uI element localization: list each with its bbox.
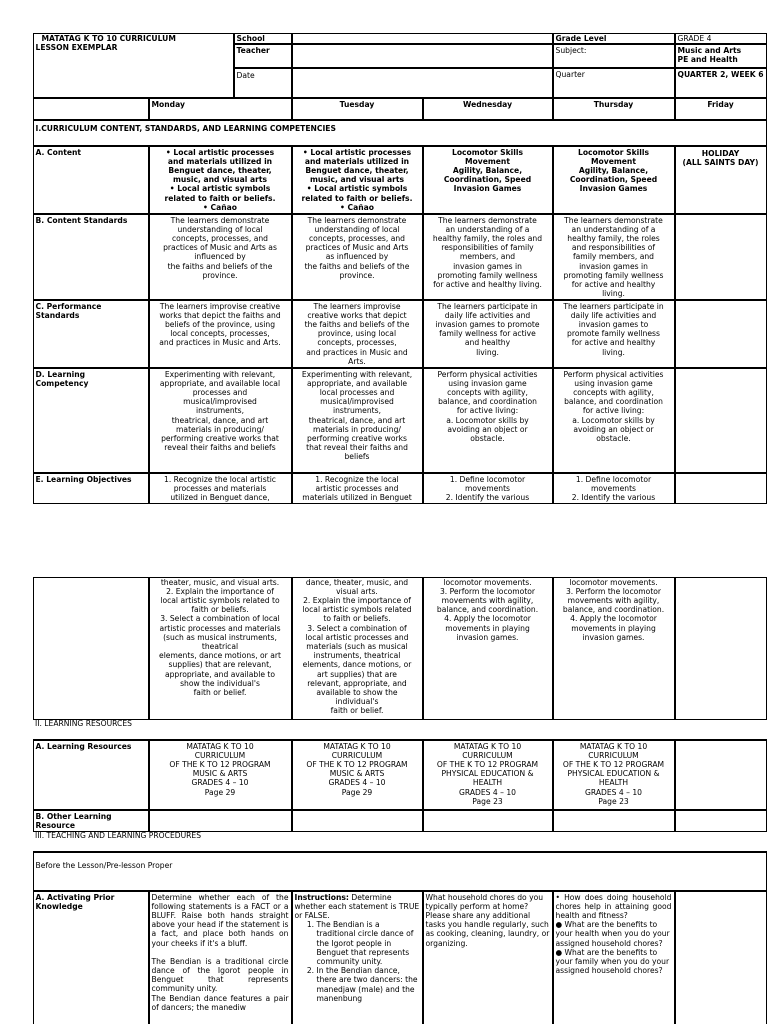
activating-friday — [675, 891, 767, 1024]
other-resources-thursday — [553, 810, 675, 832]
content-label: A. Content — [33, 146, 149, 214]
instructions-lead: Instructions: — [294, 892, 349, 902]
other-resources-label: B. Other Learning Resource — [33, 810, 149, 832]
day-thursday: Thursday — [553, 98, 675, 120]
learning-objectives-wednesday-p2: locomotor movements. 3. Perform the locomotor movements with agility, balance, and coordination. 4. Apply the locomotor movements in playing invasion games. — [423, 577, 553, 720]
other-resources-monday — [149, 810, 292, 832]
quarter-label: Quarter — [553, 68, 675, 98]
school-value[interactable] — [292, 33, 553, 44]
content-standards-friday — [675, 214, 767, 300]
date-value[interactable] — [292, 68, 553, 98]
learning-resources-thursday: MATATAG K TO 10 CURRICULUM OF THE K TO 12 PROGRAM PHYSICAL EDUCATION & HEALTH GRADES 4 – 10 Page 23 — [553, 740, 675, 810]
day-monday: Monday — [149, 98, 292, 120]
learning-objectives-monday-p2: theater, music, and visual arts. 2. Explain the importance of local artistic symbols related to faith or beliefs. 3. Select a combination of local artistic processes and materials (such as musical instruments, theatrical elements, dance motions, or art supplies) that are relevant, appropriate, and available to show the individual's faith or belief. — [149, 577, 292, 720]
content-standards-thursday: The learners demonstrate an understanding of a healthy family, the roles and responsibilities of family members, and invasion games in promoting family wellness for active and healthy living. — [553, 214, 675, 300]
learning-objectives-wednesday-p1: 1. Define locomotor movements 2. Identify the various — [423, 473, 553, 504]
subject-label: Subject: — [553, 44, 675, 68]
true-false-item-1: 1. The Bendian is a traditional circle dance of the Igorot people in Benguet that represents community unity. — [317, 920, 420, 966]
subject-value — [675, 44, 767, 68]
other-resources-wednesday — [423, 810, 553, 832]
grade-level-value: GRADE 4 — [675, 33, 767, 44]
section-3-title: III. TEACHING AND LEARNING PROCEDURES — [35, 831, 202, 840]
learning-resources-friday — [675, 740, 767, 810]
true-false-item-2: 2. In the Bendian dance, there are two dancers: the manedjaw (male) and the manenbung — [317, 966, 420, 1003]
performance-standards-wednesday: The learners participate in daily life activities and invasion games to promote family wellness for active and healthy living. — [423, 300, 553, 368]
learning-objectives-friday-p2 — [675, 577, 767, 720]
performance-standards-tuesday: The learners improvise creative works that depict the faiths and beliefs of the province, using local concepts, processes, and practices in Music and Arts. — [292, 300, 423, 368]
subject-value-line-1: Music and Arts — [677, 45, 742, 55]
activating-thursday: • How does doing household chores help in attaining good health and fitness? ● What are the benefits to your health when you do your assigned household chores? ● What are the benefits to your family when you do your assigned household chores? — [553, 891, 675, 1024]
page-2 — [0, 575, 768, 1024]
content-tuesday: • Local artistic processes and materials utilized in Benguet dance, theater, music, and visual arts • Local artistic symbols related to faith or beliefs. • Cañao — [292, 146, 423, 214]
performance-standards-label: C. Performance Standards — [33, 300, 149, 368]
learning-competency-friday — [675, 368, 767, 473]
title-line-1: MATATAG K TO 10 CURRICULUM — [41, 33, 176, 43]
school-label: School — [234, 33, 292, 44]
learning-objectives-tuesday-p2: dance, theater, music, and visual arts. 2. Explain the importance of local artistic symbols related to faith or beliefs. 3. Select a combination of local artistic processes and materials (such as musical instruments, theatrical elements, dance motions, or art supplies) that are relevant, appropriate, and available to show the individual's faith or belief. — [292, 577, 423, 720]
learning-resources-wednesday: MATATAG K TO 10 CURRICULUM OF THE K TO 12 PROGRAM PHYSICAL EDUCATION & HEALTH GRADES 4 – 10 Page 23 — [423, 740, 553, 810]
section-1-title: I.CURRICULUM CONTENT, STANDARDS, AND LEARNING COMPETENCIES — [33, 120, 767, 146]
learning-competency-label: D. Learning Competency — [33, 368, 149, 473]
learning-resources-monday: MATATAG K TO 10 CURRICULUM OF THE K TO 12 PROGRAM MUSIC & ARTS GRADES 4 – 10 Page 29 — [149, 740, 292, 810]
day-tuesday: Tuesday — [292, 98, 423, 120]
performance-standards-monday: The learners improvise creative works that depict the faiths and beliefs of the province, using local concepts, processes, and practices in Music and Arts. — [149, 300, 292, 368]
other-resources-tuesday — [292, 810, 423, 832]
title-line-2: LESSON EXEMPLAR — [35, 42, 118, 52]
header-title-cell — [33, 33, 234, 98]
learning-objectives-friday-p1 — [675, 473, 767, 504]
learning-competency-thursday: Perform physical activities using invasion game concepts with agility, balance, and coordination for active living: a. Locomotor skills by avoiding an object or obstacle. — [553, 368, 675, 473]
quarter-value: QUARTER 2, WEEK 6 — [675, 68, 767, 98]
performance-standards-friday — [675, 300, 767, 368]
learning-objectives-thursday-p2: locomotor movements. 3. Perform the locomotor movements with agility, balance, and coordination. 4. Apply the locomotor movements in playing invasion games. — [553, 577, 675, 720]
activating-wednesday: What household chores do you typically perform at home? Please share any additional tasks you handle regularly, such as cooking, cleaning, laundry, or organizing. — [423, 891, 553, 1024]
content-wednesday: Locomotor Skills Movement Agility, Balance, Coordination, Speed Invasion Games — [423, 146, 553, 214]
learning-objectives-thursday-p1: 1. Define locomotor movements 2. Identify the various — [553, 473, 675, 504]
performance-standards-thursday: The learners participate in daily life activities and invasion games to promote family wellness for active and healthy living. — [553, 300, 675, 368]
true-false-list — [295, 920, 420, 1003]
day-friday: Friday — [675, 98, 767, 120]
activating-tuesday: Instructions: Determine whether each statement is TRUE or FALSE. 1. The Bendian is a traditional circle dance of the Igorot people in Benguet that represents community unity. 2. In the Bendian dance, there are two dancers: the manedjaw (male) and the manenbung — [292, 891, 423, 1024]
activating-label: A. Activating Prior Knowledge — [33, 891, 149, 1024]
grade-level-label: Grade Level — [553, 33, 675, 44]
content-standards-monday: The learners demonstrate understanding of local concepts, processes, and practices of Music and Arts as influenced by the faiths and beliefs of the province. — [149, 214, 292, 300]
content-thursday: Locomotor Skills Movement Agility, Balance, Coordination, Speed Invasion Games — [553, 146, 675, 214]
date-label: Date — [234, 68, 292, 98]
teacher-value[interactable] — [292, 44, 553, 68]
learning-competency-wednesday: Perform physical activities using invasion game concepts with agility, balance, and coordination for active living: a. Locomotor skills by avoiding an object or obstacle. — [423, 368, 553, 473]
content-monday: • Local artistic processes and materials utilized in Benguet dance, theater, music, and visual arts • Local artistic symbols related to faith or beliefs. • Cañao — [149, 146, 292, 214]
day-header-empty — [33, 98, 149, 120]
day-wednesday: Wednesday — [423, 98, 553, 120]
learning-objectives-monday-p1: 1. Recognize the local artistic processes and materials utilized in Benguet dance, — [149, 473, 292, 504]
page-gap — [0, 540, 768, 575]
content-standards-tuesday: The learners demonstrate understanding of local concepts, processes, and practices of Music and Arts as influenced by the faiths and beliefs of the province. — [292, 214, 423, 300]
activating-monday: Determine whether each of the following statements is a FACT or a BLUFF. Raise both hands straight above your head if the statement is a fact, and place both hands on your cheeks if it's a bluff. The Bendian is a traditional circle dance of the Igorot people in Benguet that represents community unity. The Bendian dance features a pair of dancers; the manediw — [149, 891, 292, 1024]
other-resources-friday — [675, 810, 767, 832]
subject-value-line-2: PE and Health — [677, 54, 738, 64]
learning-competency-tuesday: Experimenting with relevant, appropriate, and available local processes and musical/improvised instruments, theatrical, dance, and art materials in producing/ performing creative works that reveal their faiths and beliefs — [292, 368, 423, 473]
content-standards-wednesday: The learners demonstrate an understanding of a healthy family, the roles and responsibilities of family members, and invasion games in promoting family wellness for active and healthy living. — [423, 214, 553, 300]
content-friday: HOLIDAY (ALL SAINTS DAY) — [675, 146, 767, 214]
content-standards-label: B. Content Standards — [33, 214, 149, 300]
learning-competency-monday: Experimenting with relevant, appropriate, and available local processes and musical/improvised instruments, theatrical, dance, and art materials in producing/ performing creative works that reveal their faiths and beliefs — [149, 368, 292, 473]
learning-resources-tuesday: MATATAG K TO 10 CURRICULUM OF THE K TO 12 PROGRAM MUSIC & ARTS GRADES 4 – 10 Page 29 — [292, 740, 423, 810]
learning-objectives-tuesday-p1: 1. Recognize the local artistic processes and materials utilized in Benguet — [292, 473, 423, 504]
section-2-title: II. LEARNING RESOURCES — [35, 719, 132, 728]
learning-resources-label: A. Learning Resources — [33, 740, 149, 810]
teacher-label: Teacher — [234, 44, 292, 68]
before-lesson-row: Before the Lesson/Pre-lesson Proper — [33, 852, 767, 891]
learning-objectives-label: E. Learning Objectives — [33, 473, 149, 504]
learning-objectives-label-cont — [33, 577, 149, 720]
